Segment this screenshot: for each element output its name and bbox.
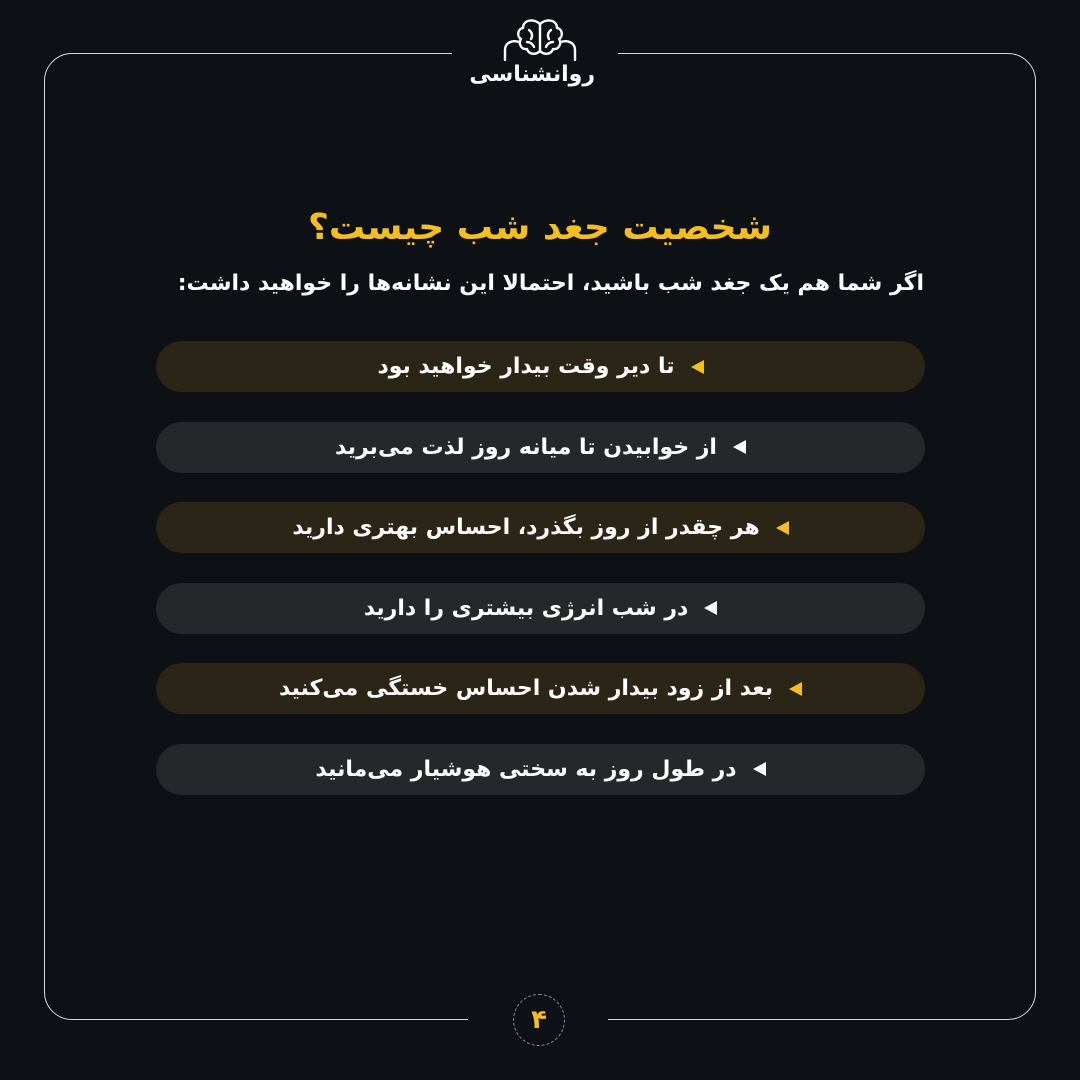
triangle-bullet-icon xyxy=(733,440,746,454)
triangle-bullet-icon xyxy=(691,360,704,374)
list-item xyxy=(156,663,925,714)
list-item-label: تا دیر وقت بیدار خواهید بود xyxy=(377,354,675,379)
triangle-bullet-icon xyxy=(753,762,766,776)
list-item xyxy=(156,422,925,473)
list-item xyxy=(156,583,925,634)
triangle-bullet-icon xyxy=(704,601,717,615)
page-subtitle: اگر شما هم یک جغد شب باشید، احتمالا این نشانه‌ها را خواهید داشت: xyxy=(177,271,924,296)
triangle-bullet-icon xyxy=(789,682,802,696)
page-number-badge: ۴ xyxy=(513,994,565,1046)
brain-icon xyxy=(485,12,595,62)
brand-logo xyxy=(469,12,595,98)
list-item-label: در شب انرژی بیشتری را دارید xyxy=(363,595,689,621)
page-title: شخصیت جغد شب چیست؟ xyxy=(307,207,773,248)
list-item xyxy=(156,502,925,553)
triangle-bullet-icon xyxy=(776,521,789,535)
signs-list xyxy=(156,341,925,824)
list-item-label: در طول روز به سختی هوشیار می‌مانید xyxy=(315,756,737,782)
list-item-label: بعد از زود بیدار شدن احساس خستگی می‌کنید xyxy=(278,676,774,701)
list-item xyxy=(156,744,925,795)
brand-logo-text: روانشناسی xyxy=(469,62,595,87)
list-item-label: هر چقدر از روز بگذرد، احساس بهتری دارید xyxy=(292,515,760,540)
list-item xyxy=(156,341,925,392)
list-item-label: از خوابیدن تا میانه روز لذت می‌برید xyxy=(335,434,717,460)
